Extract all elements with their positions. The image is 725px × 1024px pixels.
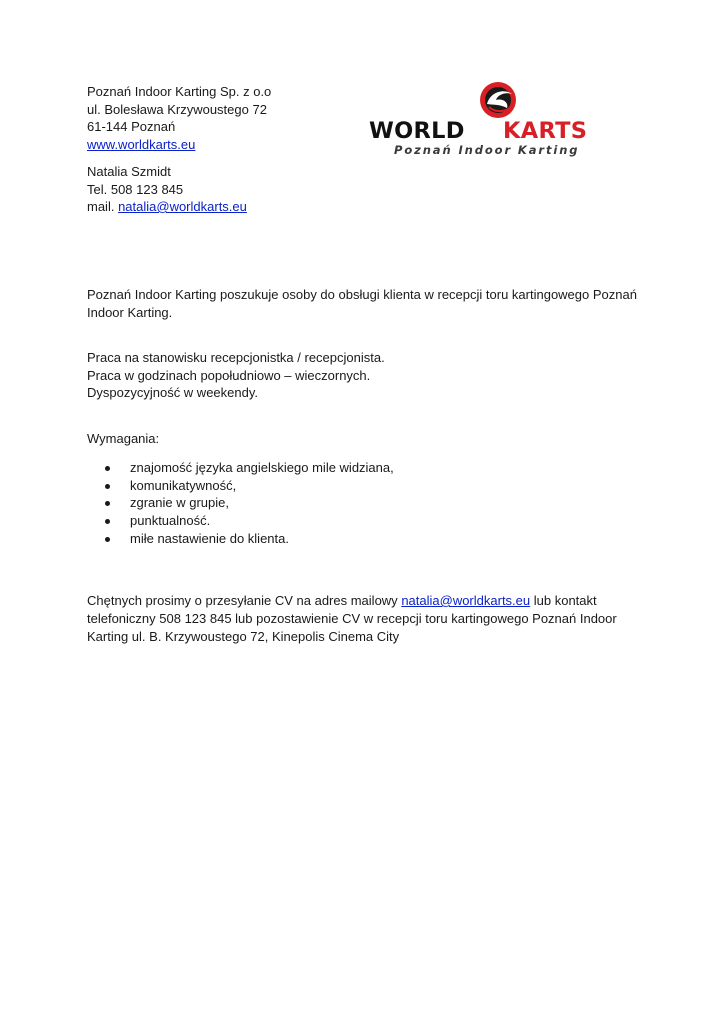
company-street: ul. Bolesława Krzywoustego 72: [87, 101, 267, 117]
requirement-text: komunikatywność,: [130, 477, 237, 493]
list-item: [105, 477, 394, 495]
list-item: [105, 459, 394, 477]
list-item: [105, 530, 394, 548]
requirement-text: zgranie w grupie,: [130, 495, 229, 511]
logo-brand-part2: KARTS: [503, 118, 588, 144]
work-line-position: Praca na stanowisku recepcjonistka / recepcjonista.: [87, 350, 385, 365]
contact-name: Natalia Szmidt: [87, 164, 171, 179]
worldkarts-logo-graphic: [366, 80, 628, 160]
worldkarts-logo: [366, 80, 628, 160]
contact-email-link[interactable]: natalia@worldkarts.eu: [118, 199, 247, 214]
requirement-text: punktualność.: [130, 513, 211, 529]
logo-tagline: Poznań Indoor Karting: [394, 143, 580, 157]
requirement-text: miłe nastawienie do klienta.: [130, 530, 289, 546]
requirements-list: [105, 459, 394, 548]
requirement-text: znajomość języka angielskiego mile widziana,: [130, 460, 394, 475]
logo-brand-part1: WORLD: [369, 118, 465, 144]
bullet-icon: [105, 484, 110, 489]
closing-text-end: lub kontakt telefoniczny 508 123 845 lub pozostawienie CV w recepcji toru kartingowego Poznań Indoor Karting ul. B. Krzywoustego 72, Kinepolis Cinema City: [87, 593, 617, 644]
bullet-icon: [105, 519, 110, 524]
list-item: [105, 494, 394, 512]
work-details: [87, 349, 385, 402]
contact-mail-label: mail.: [87, 199, 119, 214]
work-line-hours: Praca w godzinach popołudniowo – wieczornych.: [87, 367, 371, 383]
closing-text-start: Chętnych prosimy o przesyłanie CV na adres mailowy: [87, 593, 402, 608]
closing-paragraph: [87, 592, 647, 646]
company-address: [87, 83, 271, 153]
closing-email-link[interactable]: natalia@worldkarts.eu: [401, 593, 531, 608]
bullet-icon: [105, 466, 110, 471]
list-item: [105, 512, 394, 530]
company-name: Poznań Indoor Karting Sp. z o.o: [87, 84, 272, 99]
requirements-title: Wymagania:: [87, 431, 160, 446]
company-city: 61-144 Poznań: [87, 119, 176, 134]
contact-block: [87, 163, 247, 216]
website-link[interactable]: www.worldkarts.eu: [87, 136, 196, 152]
work-line-availability: Dyspozycyjność w weekendy.: [87, 385, 258, 400]
intro-paragraph: Poznań Indoor Karting poszukuje osoby do obsługi klienta w recepcji toru kartingowego Poznań Indoor Karting.: [87, 287, 637, 320]
helmet-emblem-icon: [480, 82, 516, 118]
contact-phone: Tel. 508 123 845: [87, 181, 184, 197]
bullet-icon: [105, 501, 110, 506]
bullet-icon: [105, 537, 110, 542]
